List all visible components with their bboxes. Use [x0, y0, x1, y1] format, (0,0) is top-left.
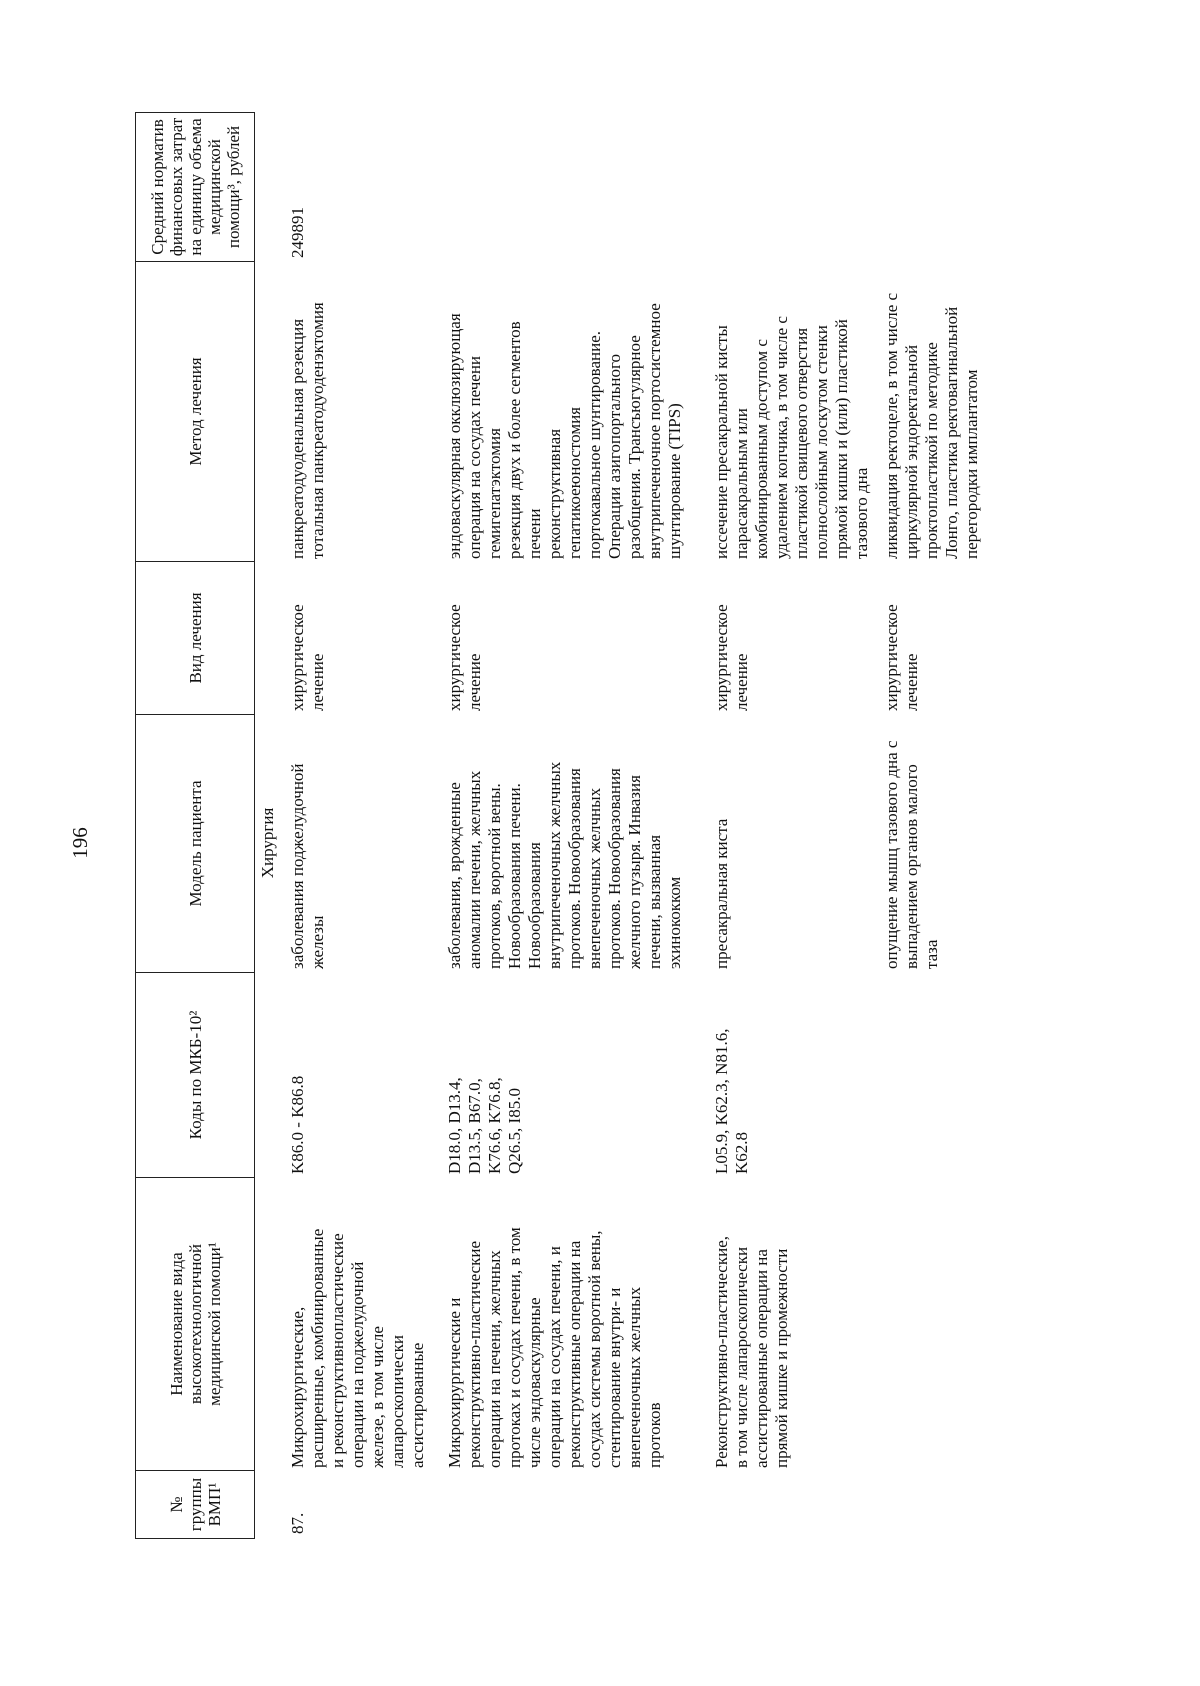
row1-vmp-name: Микрохирургические, расширенные, комбинированные и реконструктивнопластические операции на поджелудочной железе, в том числе лапароскопически ассистированные — [288, 1228, 427, 1468]
row3-treatment-type: хирургическое лечение — [712, 604, 751, 711]
row2-treatment-type: хирургическое лечение — [445, 604, 484, 711]
header-icd-codes — [135, 973, 255, 1178]
header-method-text: Метод лечения — [185, 357, 205, 466]
header-group-number: № группы ВМП¹ — [135, 1471, 255, 1539]
row1-treatment-type: хирургическое лечение — [288, 604, 327, 711]
header-treatment-type-text: Вид лечения — [185, 592, 205, 684]
header-vmp-name-text: Наименование вида высокотехнологичной медицинской помощи¹ — [166, 1242, 224, 1406]
section-title: Хирургия — [258, 807, 277, 879]
group-number: 87. — [288, 1512, 307, 1534]
page-number: 196 — [68, 827, 92, 859]
row1-icd-codes: K86.0 - K86.8 — [288, 1075, 307, 1174]
row2-method: эндоваскулярная окклюзирующая операция на сосудах печени гемигепатэктомия резекция двух и более сегментов печени реконструктивная гепатикоеюностомия портокавальное шунтирование. Операции азигопортального разобщения. Трансъюгулярное внутрипеченочное портосистемное шунтирование (TIPS) — [445, 303, 684, 559]
row4-method: ликвидация ректоцеле, в том числе с циркулярной эндоректальной проктопластикой по методике Лонго, пластика ректовагинальной перегородки имплантатом — [882, 292, 981, 559]
row1-method: панкреатодуоденальная резекция тотальная панкреатодуоденэктомия — [288, 302, 327, 559]
header-patient-model — [135, 715, 255, 973]
row4-patient-model: опущение мышц тазового дна с выпадением органов малого таза — [882, 740, 941, 969]
row1-patient-model: заболевания поджелудочной железы — [288, 763, 327, 969]
header-cost — [135, 112, 255, 262]
header-cost-text: Средний норматив финансовых затрат на единицу объема медицинской помощи³, рублей — [147, 117, 243, 257]
header-treatment-type — [135, 562, 255, 715]
row2-icd-codes: D18.0, D13.4, D13.5, B67.0, K76.6, K76.8, Q26.5, I85.0 — [445, 1077, 524, 1174]
header-vmp-name — [135, 1178, 255, 1471]
row3-method: иссечение пресакральной кисты парасакральным или комбинированным доступом с удалением копчика, в том числе с пластикой свищевого отверстия полнослойным лоскутом стенки прямой кишки и (или) пластикой тазового дна — [712, 316, 871, 559]
header-patient-model-text: Модель пациента — [185, 780, 205, 907]
header-method — [135, 262, 255, 562]
row3-patient-model: пресакральная киста — [712, 818, 731, 969]
row3-vmp-name: Реконструктивно-пластические, в том числе лапароскопически ассистированные операции на прямой кишке и промежности — [712, 1236, 791, 1468]
row3-icd-codes: L05.9, K62.3, N81.6, K62.8 — [712, 1028, 751, 1174]
cost-value: 249891 — [288, 207, 307, 258]
header-icd-codes-text: Коды по МКБ-10² — [185, 1010, 205, 1140]
row2-patient-model: заболевания, врожденные аномалии печени, желчных протоков, воротной вены. Новообразования печени. Новообразования внутрипеченочных желчных протоков. Новообразования внепеченочных желчных протоков. Новообразования желчного пузыря. Инвазия печени, вызванная эхинококком — [445, 761, 684, 969]
row4-treatment-type: хирургическое лечение — [882, 604, 921, 711]
row2-vmp-name: Микрохирургические и реконструктивно-пластические операции на печени, желчных протоках и сосудах печени, в том числе эндоваскулярные операции на сосудах печени, и реконструктивные операции на сосудах системы воротной вены, стентирование внутри- и внепеченочных желчных протоков — [445, 1227, 664, 1468]
